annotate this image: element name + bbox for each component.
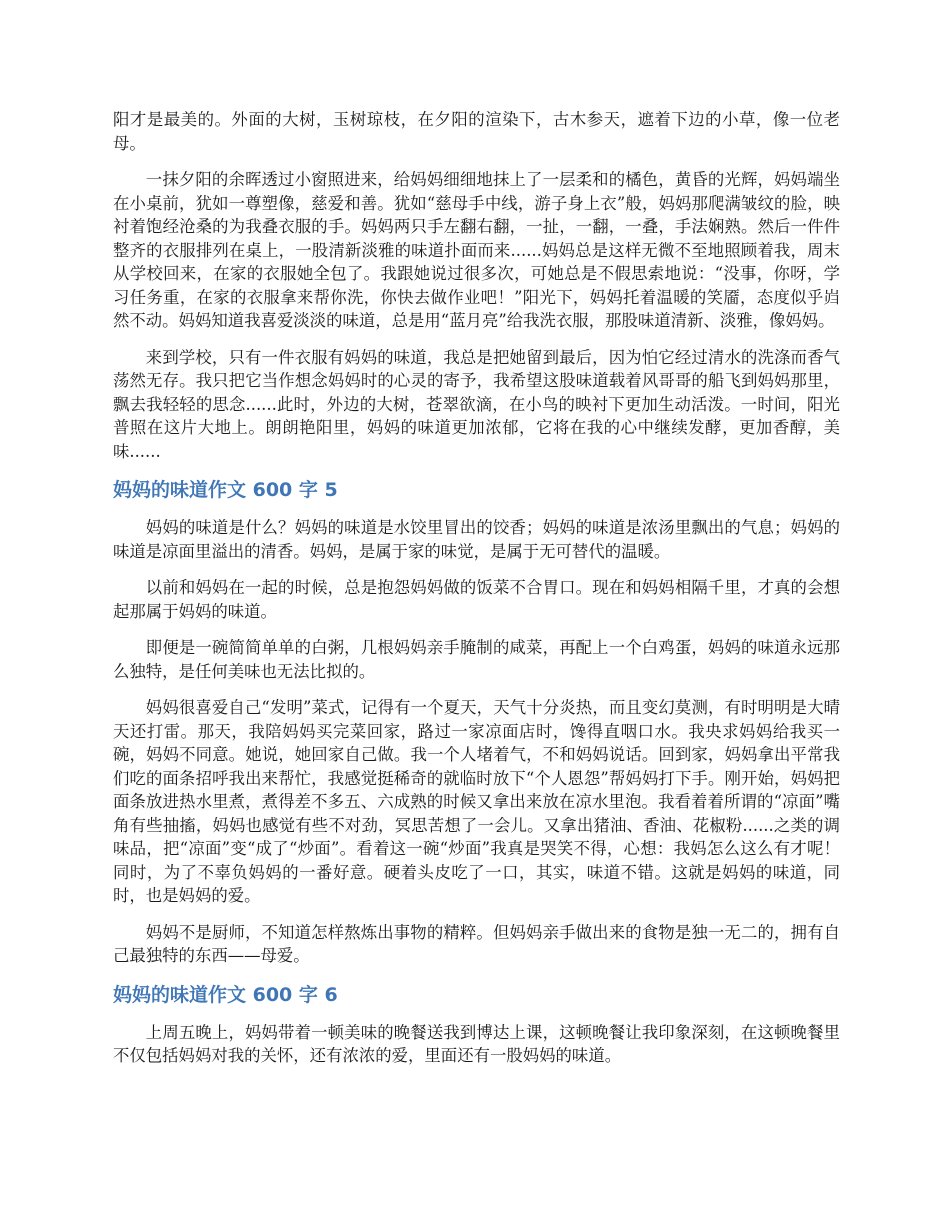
paragraph: 妈妈不是厨师，不知道怎样熬炼出事物的精粹。但妈妈亲手做出来的食物是独一无二的，拥有自己最独特的东西——母爱。 [113,922,840,965]
paragraph: 上周五晚上，妈妈带着一顿美味的晚餐送我到博达上课，这顿晚餐让我印象深刻，在这顿晚餐里不仅包括妈妈对我的关怀，还有浓浓的爱，里面还有一股妈妈的味道。 [113,1022,840,1065]
document-page [113,108,840,1081]
paragraph: 妈妈很喜爱自己“发明”菜式，记得有一个夏天，天气十分炎热，而且变幻莫测，有时明明是大晴天还打雷。那天，我陪妈妈买完菜回家，路过一家凉面店时，馋得直咽口水。我央求妈妈给我买一碗，妈妈不同意。她说，她回家自己做。我一个人堵着气，不和妈妈说话。回到家，妈妈拿出平常我们吃的面条招呼我出来帮忙，我感觉挺稀奇的就临时放下“个人恩怨”帮妈妈打下手。刚开始，妈妈把面条放进热水里煮，煮得差不多五、六成熟的时候又拿出来放在凉水里泡。我看着着所谓的“凉面”嘴角有些抽搐，妈妈也感觉有些不对劲，冥思苦想了一会儿。又拿出猪油、香油、花椒粉......之类的调味品，把“凉面”变“成了“炒面”。看着这一碗“炒面”我真是哭笑不得，心想：我妈怎么这么有才呢！同时，为了不辜负妈妈的一番好意。硬着头皮吃了一口，其实，味道不错。这就是妈妈的味道，同时，也是妈妈的爱。 [113,698,840,905]
paragraph: 阳才是最美的。外面的大树，玉树琼枝，在夕阳的渲染下，古木参天，遮着下边的小草，像一位老母。 [113,110,840,153]
paragraph: 妈妈的味道是什么？妈妈的味道是水饺里冒出的饺香；妈妈的味道是浓汤里飘出的气息；妈妈的味道是凉面里溢出的清香。妈妈，是属于家的味觉，是属于无可替代的温暖。 [113,518,840,561]
paragraph: 一抹夕阳的余晖透过小窗照进来，给妈妈细细地抹上了一层柔和的橘色，黄昏的光辉，妈妈端坐在小桌前，犹如一尊塑像，慈爱和善。犹如“慈母手中线，游子身上衣”般，妈妈那爬满皱纹的脸，映衬着饱经沧桑的为我叠衣服的手。妈妈两只手左翻右翻，一扯，一翻，一叠，手法娴熟。然后一件件整齐的衣服排列在桌上，一股清新淡雅的味道扑面而来......妈妈总是这样无微不至地照顾着我，周末从学校回来，在家的衣服她全包了。我跟她说过很多次，可她总是不假思索地说：“没事，你呀，学习任务重，在家的衣服拿来帮你洗，你快去做作业吧！”阳光下，妈妈托着温暖的笑靥，态度似乎岿然不动。妈妈知道我喜爱淡淡的味道，总是用“蓝月亮”给我洗衣服，那股味道清新、淡雅，像妈妈。 [113,170,840,330]
paragraph: 即便是一碗简简单单的白粥，几根妈妈亲手腌制的咸菜，再配上一个白鸡蛋，妈妈的味道永远那么独特，是任何美味也无法比拟的。 [113,638,840,681]
section-heading: 妈妈的味道作文 600 字 6 [113,983,338,1006]
paragraph: 以前和妈妈在一起的时候，总是抱怨妈妈做的饭菜不合胃口。现在和妈妈相隔千里，才真的会想起那属于妈妈的味道。 [113,578,840,621]
paragraph: 来到学校，只有一件衣服有妈妈的味道，我总是把她留到最后，因为怕它经过清水的洗涤而香气荡然无存。我只把它当作想念妈妈时的心灵的寄予，我希望这股味道载着风哥哥的船飞到妈妈那里，飘去我轻轻的思念......此时，外边的大树，苍翠欲滴，在小鸟的映衬下更加生动活泼。一时间，阳光普照在这片大地上。朗朗艳阳里，妈妈的味道更加浓郁，它将在我的心中继续发酵，更加香醇，美味...... [113,347,840,461]
section-heading: 妈妈的味道作文 600 字 5 [113,479,338,501]
